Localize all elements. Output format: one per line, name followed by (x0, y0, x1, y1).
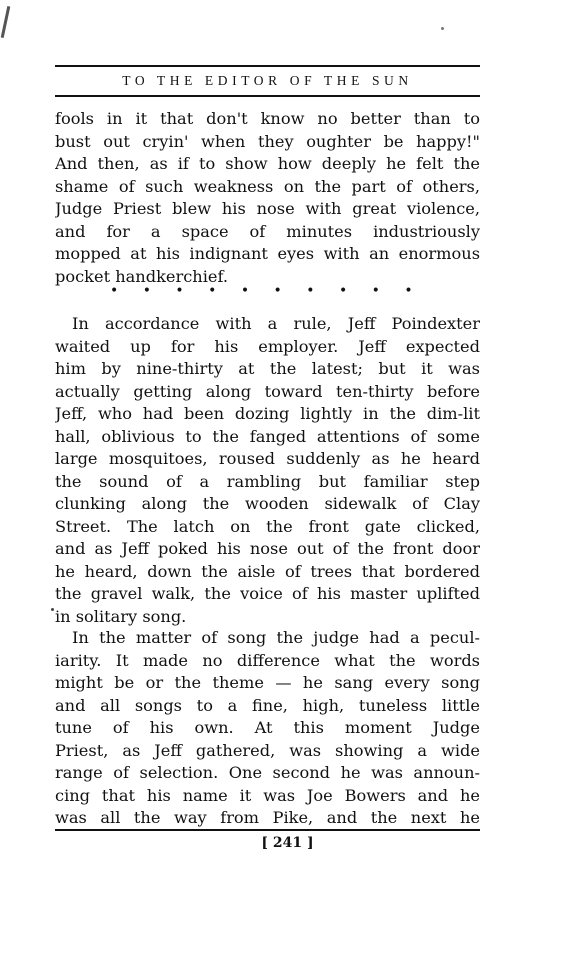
page-number: [ 241 ] (261, 835, 314, 851)
text-line: In accordance with a rule, Jeff Poindexter (72, 314, 480, 333)
text-line: Judge Priest blew his nose with great violence, (55, 199, 480, 218)
text-line: cing that his name it was Joe Bowers and he (55, 785, 480, 805)
text-line: fools in it that don't know no better than to (55, 109, 480, 128)
margin-pencil-mark (1, 6, 11, 38)
text-line: he heard, down the aisle of trees that bordered (55, 561, 480, 581)
text-line: hall, oblivious to the fanged attentions of some (55, 426, 480, 446)
text-line: bust out cryin' when they oughter be happy!" (55, 131, 480, 151)
text-line: range of selection. One second he was announ- (55, 763, 480, 782)
text-line: might be or the theme — he sang every song (55, 673, 480, 692)
text-line: iarity. It made no difference what the words (55, 650, 480, 670)
text-line: him by nine-thirty at the latest; but it was (55, 359, 480, 378)
text-line: the sound of a rambling but familiar step (55, 471, 480, 491)
header-rule-bottom (55, 95, 480, 97)
text-line: Jeff, who had been dozing lightly in the dim-lit (55, 404, 480, 423)
text-line: and as Jeff poked his nose out of the front door (55, 539, 480, 558)
section-break-dots: • • • • • • • • • • (110, 283, 413, 299)
text-line: in solitary song. (55, 606, 187, 626)
text-line: tune of his own. At this moment Judge (55, 718, 480, 737)
footer-rule (55, 829, 480, 831)
text-line: In the matter of song the judge had a pecul- (72, 628, 480, 647)
ink-speck (441, 27, 444, 30)
text-line: was all the way from Pike, and the next he (55, 808, 480, 827)
text-line: large mosquitoes, roused suddenly as he heard (55, 449, 480, 468)
text-line: clunking along the wooden sidewalk of Clay (55, 494, 480, 513)
paragraph-judge-song (55, 627, 480, 830)
text-line: shame of such weakness on the part of others, (55, 176, 480, 196)
text-line: Priest, as Jeff gathered, was showing a wide (55, 740, 480, 760)
text-line: actually getting along toward ten-thirty before (55, 381, 480, 401)
text-line: And then, as if to show how deeply he felt the (55, 154, 480, 173)
text-line: Street. The latch on the front gate clicked, (55, 516, 480, 536)
ink-speck (51, 608, 54, 611)
text-line: pocket handkerchief. (55, 266, 229, 286)
running-head: TO THE EDITOR OF THE SUN (122, 73, 413, 88)
header-rule-top (55, 65, 480, 67)
text-line: and all songs to a fine, high, tuneless little (55, 695, 480, 715)
paragraph-jeff-waits (55, 313, 480, 628)
text-line: waited up for his employer. Jeff expected (55, 336, 480, 356)
text-line: the gravel walk, the voice of his master uplifted (55, 584, 480, 603)
paragraph-continuation (55, 108, 480, 288)
text-line: and for a space of minutes industriously (55, 221, 480, 241)
text-line: mopped at his indignant eyes with an enormous (55, 244, 480, 263)
